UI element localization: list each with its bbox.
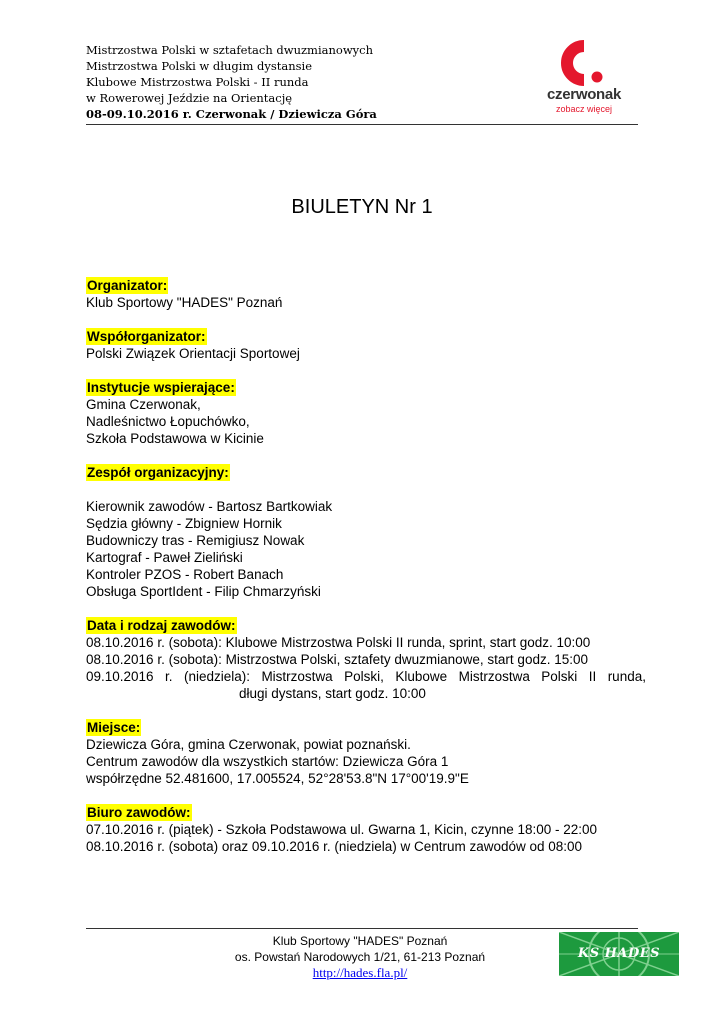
bulletin-body	[86, 277, 646, 855]
dates-word: II	[588, 669, 597, 684]
dates-word: Polski,	[344, 669, 384, 684]
footer-address: os. Powstań Narodowych 1/21, 61-213 Poznań	[234, 950, 486, 964]
czerwonak-logo	[530, 40, 638, 120]
coorganizer-line: Polski Związek Orientacji Sportowej	[86, 346, 300, 361]
team-heading: Zespół organizacyjny:	[87, 465, 229, 480]
team-line: Kierownik zawodów - Bartosz Bartkowiak	[86, 499, 333, 514]
team-line: Kontroler PZOS - Robert Banach	[86, 567, 284, 582]
czerwonak-logo-name: czerwonak	[547, 86, 621, 103]
document-footer	[200, 933, 520, 981]
dates-word: runda,	[607, 669, 646, 684]
header-date-place: 08-09.10.2016 r. Czerwonak / Dziewicza Góra	[86, 107, 377, 121]
dates-word: Mistrzostwa	[261, 669, 333, 684]
place-heading: Miejsce:	[87, 720, 141, 735]
hades-logo-text: KS HADES	[577, 946, 661, 961]
footer-divider	[86, 928, 638, 929]
header-line: w Rowerowej Jeździe na Orientację	[86, 91, 293, 105]
header-line: Mistrzostwa Polski w długim dystansie	[86, 59, 313, 73]
footer-club-name: Klub Sportowy "HADES" Poznań	[272, 934, 448, 948]
dates-word: Mistrzostwa	[458, 669, 530, 684]
supporting-line: Nadleśnictwo Łopuchówko,	[86, 414, 250, 429]
czerwonak-logo-tagline: zobacz więcej	[555, 104, 613, 114]
dates-line-continued: długi dystans, start godz. 10:00	[239, 686, 426, 701]
dates-word: Polski	[541, 669, 578, 684]
document-header	[86, 42, 506, 122]
header-line: Klubowe Mistrzostwa Polski - II runda	[86, 75, 309, 89]
team-line: Sędzia główny - Zbigniew Hornik	[86, 516, 282, 531]
organizer-heading: Organizator:	[87, 278, 168, 293]
office-line: 07.10.2016 r. (piątek) - Szkoła Podstawowa ul. Gwarna 1, Kicin, czynne 18:00 - 22:00	[86, 822, 598, 837]
supporting-heading: Instytucje wspierające:	[87, 380, 235, 395]
dates-word: 09.10.2016	[86, 669, 154, 684]
dates-line: 08.10.2016 r. (sobota): Mistrzostwa Polski, sztafety dwuzmianowe, start godz. 15:00	[86, 652, 588, 667]
supporting-line: Szkoła Podstawowa w Kicinie	[86, 431, 264, 446]
team-line: Obsługa SportIdent - Filip Chmarzyński	[86, 584, 321, 599]
supporting-line: Gmina Czerwonak,	[86, 397, 201, 412]
place-line: Centrum zawodów dla wszystkich startów: Dziewicza Góra 1	[86, 754, 449, 769]
place-line: współrzędne 52.481600, 17.005524, 52°28'53.8"N 17°00'19.9"E	[86, 771, 469, 786]
organizer-line: Klub Sportowy "HADES" Poznań	[86, 295, 283, 310]
footer-website-link[interactable]: http://hades.fla.pl/	[312, 965, 408, 980]
header-divider	[86, 124, 638, 125]
hades-logo	[559, 932, 679, 976]
dates-word: (niedziela):	[183, 669, 250, 684]
dates-word: Klubowe	[395, 669, 448, 684]
header-line: Mistrzostwa Polski w sztafetach dwuzmianowych	[86, 43, 374, 57]
dates-line-justified	[86, 668, 646, 685]
dates-heading: Data i rodzaj zawodów:	[87, 618, 236, 633]
dates-word: r.	[165, 669, 173, 684]
place-line: Dziewicza Góra, gmina Czerwonak, powiat poznański.	[86, 737, 411, 752]
team-line: Kartograf - Paweł Zieliński	[86, 550, 243, 565]
dates-line: 08.10.2016 r. (sobota): Klubowe Mistrzostwa Polski II runda, sprint, start godz. 10:00	[86, 635, 591, 650]
office-line: 08.10.2016 r. (sobota) oraz 09.10.2016 r. (niedziela) w Centrum zawodów od 08:00	[86, 839, 583, 854]
coorganizer-heading: Współorganizator:	[87, 329, 206, 344]
team-line: Budowniczy tras - Remigiusz Nowak	[86, 533, 305, 548]
office-heading: Biuro zawodów:	[87, 805, 191, 820]
page-title: BIULETYN Nr 1	[291, 196, 433, 218]
czerwonak-c-mark-icon	[530, 40, 638, 86]
